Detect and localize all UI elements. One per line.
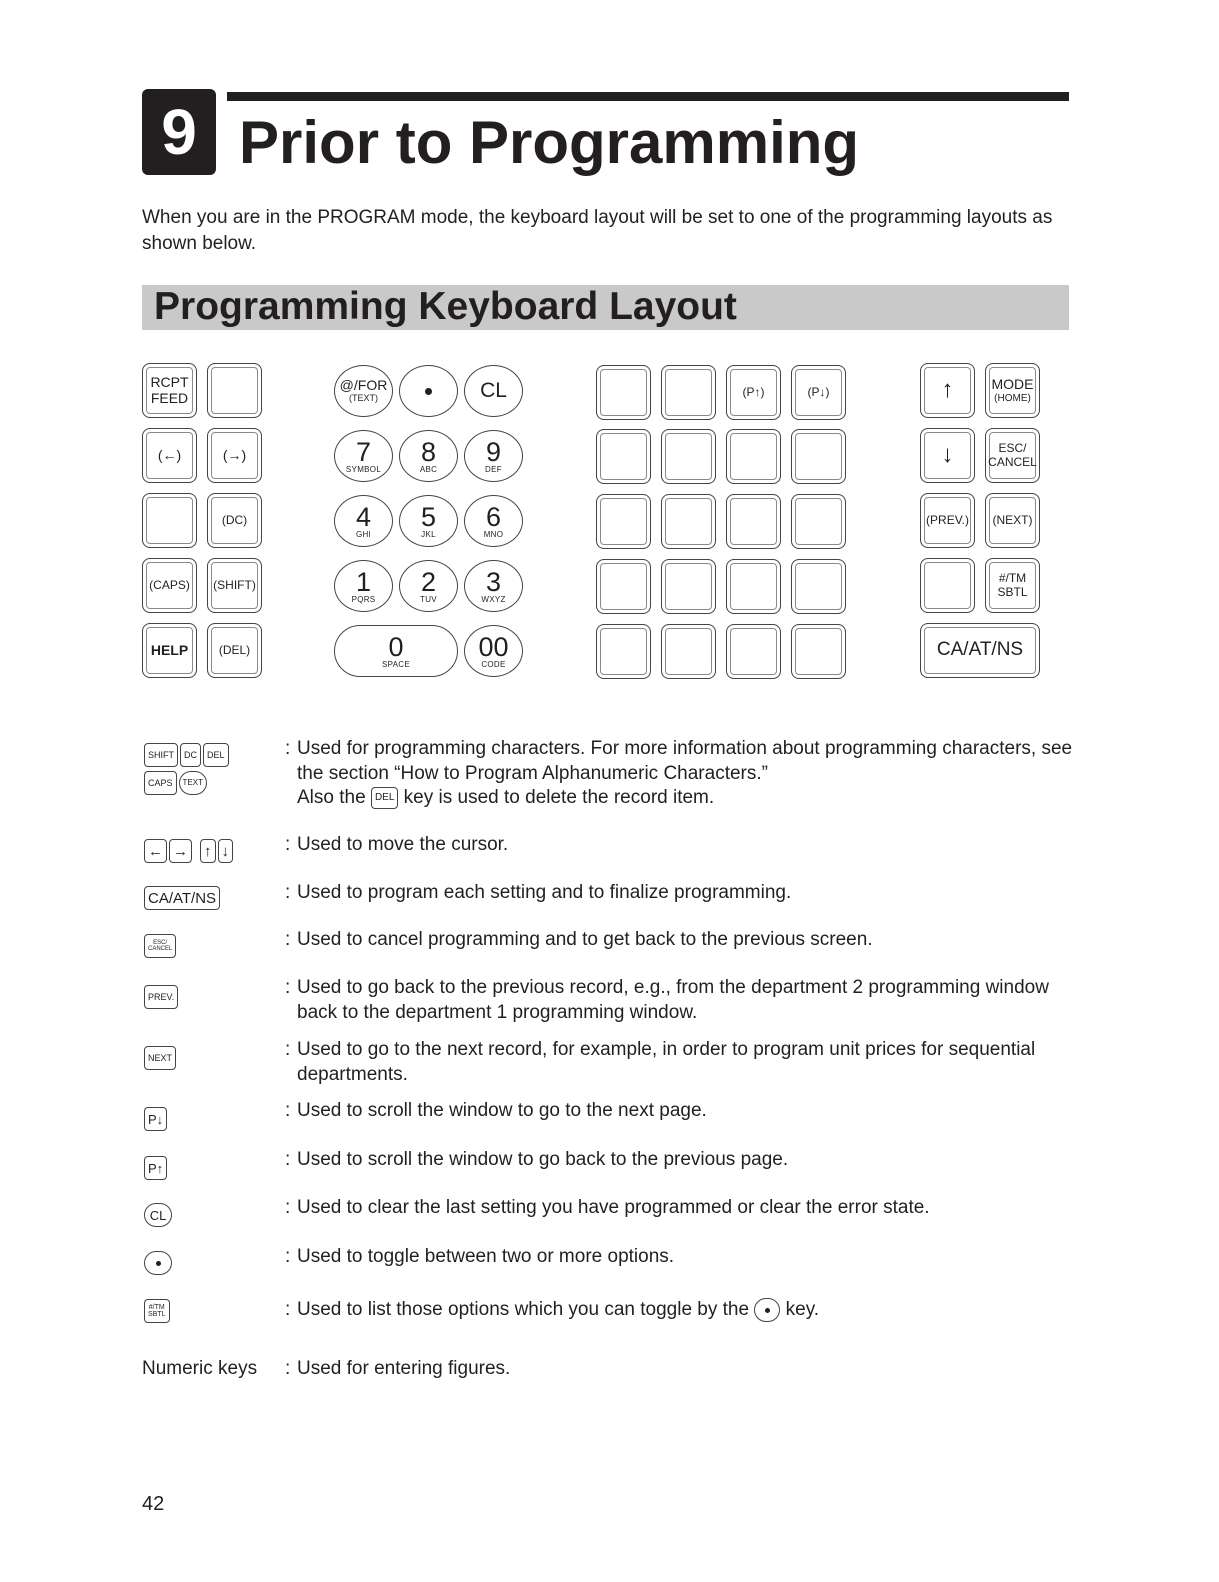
key-sublabel: SPACE: [381, 659, 411, 669]
key-sublabel: JKL: [421, 529, 436, 539]
key-sublabel: (HOME): [994, 392, 1031, 404]
key-blank[interactable]: [791, 559, 846, 614]
legend-cursor-desc: [285, 833, 1075, 858]
key-caps[interactable]: [142, 558, 197, 613]
key-label: (PREV.): [926, 512, 969, 527]
next-key-icon: NEXT: [144, 1046, 176, 1070]
left-arrow-icon: ←: [144, 839, 167, 863]
tm-sbtl-key-icon: [144, 1299, 170, 1323]
key-label: ESC/: [153, 940, 168, 946]
legend-ca-icon: [144, 886, 222, 910]
key-prev[interactable]: [920, 493, 975, 548]
key-sublabel: MNO: [483, 529, 504, 539]
chapter-number-badge: 9: [142, 89, 216, 175]
key-label: MODE: [991, 376, 1034, 393]
key-sublabel: ABC: [419, 464, 438, 474]
key-del[interactable]: [207, 623, 262, 678]
key-dot[interactable]: [399, 365, 458, 417]
key-blank[interactable]: [142, 493, 197, 548]
ca-at-ns-key-icon: CA/AT/NS: [144, 886, 220, 910]
esc-cancel-key-icon: [144, 934, 176, 958]
page-up-key-icon: P↑: [144, 1156, 167, 1180]
colon: :: [285, 1299, 291, 1320]
description-text: Used to clear the last setting you have programmed or clear the error state.: [297, 1197, 930, 1218]
key-6[interactable]: [464, 495, 523, 547]
key-digit: 4: [355, 501, 372, 532]
key-digit: 8: [420, 436, 437, 467]
colon: :: [285, 1197, 291, 1218]
key-esc-cancel[interactable]: [985, 428, 1040, 483]
key-label: CANCEL: [988, 454, 1037, 469]
key-blank[interactable]: [661, 365, 716, 420]
key-label: @/FOR: [339, 377, 388, 394]
legend-pdown-desc: [285, 1099, 1075, 1124]
key-label: (P↓): [807, 384, 830, 399]
legend-dot-desc: [285, 1245, 1075, 1270]
key-label: (DEL): [218, 642, 251, 657]
description-text: Used to move the cursor.: [297, 834, 509, 855]
legend-tm-icon: [144, 1299, 172, 1323]
key-next[interactable]: [985, 493, 1040, 548]
title-rule: [227, 92, 1069, 101]
section-title: Programming Keyboard Layout: [154, 285, 737, 328]
key-label: (P↑): [742, 384, 765, 399]
prev-key-icon: PREV.: [144, 985, 178, 1009]
description-text: Used to program each setting and to finalize programming.: [297, 882, 792, 903]
key-digit: 00: [478, 631, 509, 662]
key-tm-sbtl[interactable]: [985, 558, 1040, 613]
key-label: RCPT: [150, 374, 189, 391]
legend-pdown-icon: [144, 1107, 169, 1131]
key-sublabel: (TEXT): [349, 392, 378, 403]
key-4[interactable]: [334, 495, 393, 547]
legend-next-icon: [144, 1046, 178, 1070]
key-00[interactable]: [464, 625, 523, 677]
key-sublabel: SYMBOL: [345, 464, 382, 474]
description-text: Used to list those options which you can toggle by the: [297, 1299, 750, 1321]
dot-icon: [425, 388, 432, 395]
legend-pup-desc: [285, 1148, 1075, 1173]
legend-esc-desc: [285, 928, 1075, 953]
colon: :: [285, 1246, 291, 1267]
legend-dot-icon: [144, 1251, 172, 1275]
key-cl[interactable]: [464, 365, 523, 417]
legend-pup-icon: [144, 1156, 169, 1180]
key-digit: 9: [485, 436, 502, 467]
dc-key-icon: DC: [180, 743, 201, 767]
description-text: Used to cancel programming and to get back to the previous screen.: [297, 929, 873, 950]
description-text: Also the: [297, 787, 366, 808]
legend-cl-icon: [144, 1203, 174, 1227]
key-label: (SHIFT): [213, 577, 256, 592]
key-blank[interactable]: [726, 624, 781, 679]
key-for-text[interactable]: [334, 365, 393, 417]
legend-tm-desc: [285, 1298, 1075, 1323]
description-text: Used to scroll the window to go to the next page.: [297, 1100, 707, 1121]
key-label: (NEXT): [992, 512, 1033, 527]
key-label: CA/AT/NS: [936, 639, 1024, 661]
key-digit: 6: [485, 501, 502, 532]
description-text: Used for programming characters. For more information about programming characters, see the section “How to Program Alphanumeric Characters.”: [297, 738, 1073, 784]
key-page-down[interactable]: [791, 365, 846, 420]
description-text: Used to go to the next record, for example, in order to program unit prices for sequential departments.: [297, 1039, 1036, 1085]
numeric-keys-label: Numeric keys: [142, 1358, 258, 1379]
key-blank[interactable]: [661, 494, 716, 549]
legend-numeric-desc: [285, 1357, 1075, 1382]
key-blank[interactable]: [726, 494, 781, 549]
key-sublabel: DEF: [485, 464, 502, 474]
key-sublabel: CODE: [481, 659, 506, 669]
key-label: (CAPS): [149, 577, 190, 592]
colon: :: [285, 977, 291, 998]
key-page-up[interactable]: [726, 365, 781, 420]
key-label: #/TM: [998, 571, 1027, 586]
key-blank[interactable]: [596, 494, 651, 549]
key-up-arrow[interactable]: [920, 363, 975, 418]
key-label: ESC/: [998, 441, 1027, 456]
key-mode[interactable]: [985, 363, 1040, 418]
key-3[interactable]: [464, 560, 523, 612]
description-text: Used to toggle between two or more options.: [297, 1246, 675, 1267]
key-digit: 1: [355, 566, 372, 597]
legend-next-desc: [285, 1038, 1075, 1087]
key-right-arrow[interactable]: [207, 428, 262, 483]
key-sublabel: GHI: [355, 529, 372, 539]
key-shift[interactable]: [207, 558, 262, 613]
colon: :: [285, 1358, 291, 1379]
legend-esc-icon: [144, 934, 178, 958]
key-7[interactable]: [334, 430, 393, 482]
key-blank[interactable]: [596, 624, 651, 679]
key-8[interactable]: [399, 430, 458, 482]
cl-key-icon: CL: [144, 1203, 172, 1227]
text-key-icon: TEXT: [179, 771, 207, 795]
key-1[interactable]: [334, 560, 393, 612]
key-dc[interactable]: [207, 493, 262, 548]
key-blank[interactable]: [596, 429, 651, 484]
intro-paragraph: When you are in the PROGRAM mode, the keyboard layout will be set to one of the programming layouts as shown below.: [142, 207, 1053, 254]
key-label: CANCEL: [148, 946, 173, 952]
key-label: FEED: [150, 389, 189, 406]
legend-cursor-icons: [144, 839, 235, 863]
key-sublabel: WXYZ: [481, 594, 506, 604]
down-arrow-icon: ↓: [941, 441, 954, 469]
description-text: Used for entering figures.: [297, 1358, 511, 1379]
page-number: 42: [142, 1493, 165, 1515]
key-label: SBTL: [997, 584, 1028, 599]
colon: :: [285, 882, 291, 903]
key-5[interactable]: [399, 495, 458, 547]
description-text: Used to go back to the previous record, e.g., from the department 2 programming window back to the department 1 programming window.: [297, 977, 1049, 1023]
description-text-line: [285, 1298, 1075, 1323]
key-blank[interactable]: [596, 365, 651, 420]
key-blank[interactable]: [661, 559, 716, 614]
key-digit: 7: [355, 436, 372, 467]
key-blank[interactable]: [207, 363, 262, 418]
key-label: (←): [157, 446, 182, 463]
key-sublabel: PQRS: [351, 594, 376, 604]
legend-char-keys-icons: [144, 743, 231, 795]
key-digit: 5: [420, 501, 437, 532]
key-label: HELP: [150, 641, 189, 658]
page-down-key-icon: P↓: [144, 1107, 167, 1131]
key-label: (DC): [221, 512, 248, 527]
down-arrow-icon: ↓: [218, 839, 234, 863]
colon: :: [285, 1039, 291, 1060]
shift-key-icon: SHIFT: [144, 743, 178, 767]
description-text: key.: [785, 1299, 820, 1321]
dot-icon: [765, 1308, 770, 1313]
up-arrow-icon: ↑: [200, 839, 216, 863]
page-title: Prior to Programming: [239, 109, 860, 176]
key-blank[interactable]: [726, 429, 781, 484]
key-blank[interactable]: [791, 624, 846, 679]
key-help[interactable]: [142, 623, 197, 678]
key-digit: 2: [420, 566, 437, 597]
legend-prev-desc: [285, 976, 1075, 1025]
key-digit: 0: [388, 631, 404, 662]
key-label: #/TM: [148, 1304, 165, 1311]
colon: :: [285, 929, 291, 950]
description-text: key is used to delete the record item.: [403, 787, 715, 808]
key-label: SBTL: [148, 1311, 166, 1318]
legend-char-keys-desc: [285, 737, 1075, 811]
description-text: Used to scroll the window to go back to the previous page.: [297, 1149, 789, 1170]
colon: :: [285, 1100, 291, 1121]
colon: :: [285, 1149, 291, 1170]
key-left-arrow[interactable]: [142, 428, 197, 483]
key-blank[interactable]: [791, 494, 846, 549]
key-blank[interactable]: [791, 429, 846, 484]
right-arrow-icon: →: [169, 839, 192, 863]
dot-key-icon: [144, 1251, 172, 1275]
key-label: (→): [222, 446, 247, 463]
key-blank[interactable]: [661, 429, 716, 484]
key-digit: 3: [485, 566, 502, 597]
key-sublabel: TUV: [420, 594, 437, 604]
key-rcpt-feed[interactable]: [142, 363, 197, 418]
key-0[interactable]: [334, 625, 458, 677]
key-9[interactable]: [464, 430, 523, 482]
dot-icon: [156, 1261, 161, 1266]
colon: :: [285, 738, 291, 759]
key-label: CL: [480, 379, 507, 403]
del-key-icon: DEL: [203, 743, 229, 767]
key-down-arrow[interactable]: [920, 428, 975, 483]
colon: :: [285, 834, 291, 855]
caps-key-icon: CAPS: [144, 771, 177, 795]
del-key-icon: DEL: [371, 787, 398, 809]
key-ca-at-ns[interactable]: [920, 623, 1040, 678]
key-blank[interactable]: [920, 558, 975, 613]
key-2[interactable]: [399, 560, 458, 612]
key-blank[interactable]: [661, 624, 716, 679]
dot-key-icon: [754, 1298, 780, 1322]
legend-prev-icon: [144, 985, 180, 1009]
key-blank[interactable]: [596, 559, 651, 614]
description-text-line: [285, 786, 1075, 811]
key-blank[interactable]: [726, 559, 781, 614]
legend-cl-desc: [285, 1196, 1075, 1221]
legend-ca-desc: [285, 881, 1075, 906]
up-arrow-icon: ↑: [941, 376, 954, 404]
